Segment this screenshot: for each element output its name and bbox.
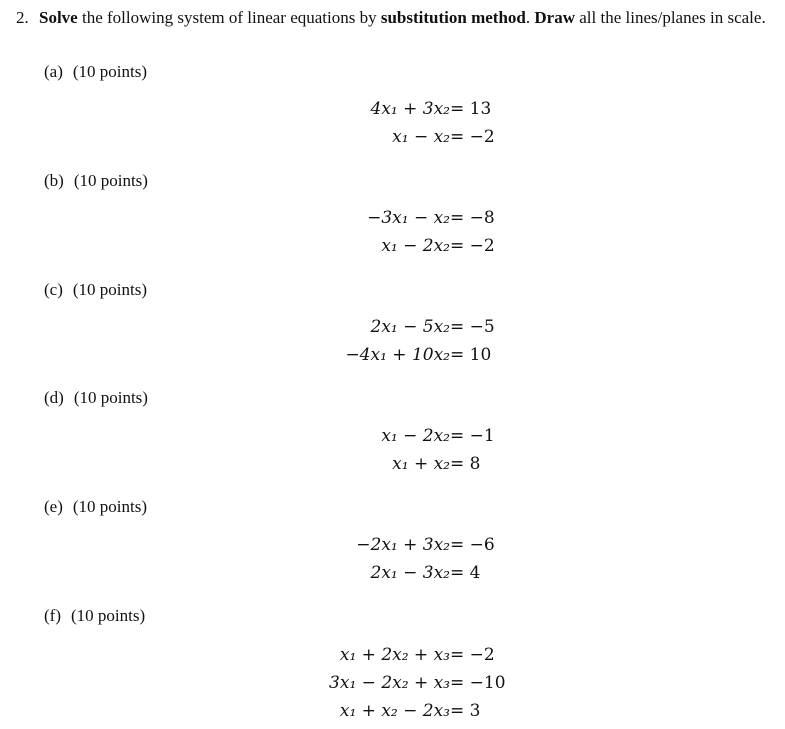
equation-lhs: 3x₁ − 2x₂ + x₃ [329, 673, 450, 693]
part-label-letter: (f) [44, 606, 61, 625]
equation-lhs: 2x₁ − 5x₂ [370, 317, 450, 337]
equation-rhs: = −2 [450, 127, 495, 147]
equation-row [250, 531, 550, 559]
part-points: (10 points) [70, 606, 146, 625]
equation-system-b [250, 204, 550, 260]
equation-lhs: x₁ + x₂ [392, 454, 450, 474]
equation-rhs: = −2 [450, 645, 495, 665]
part-f-label [44, 605, 145, 627]
equation-lhs: x₁ + 2x₂ + x₃ [339, 645, 450, 665]
draw-keyword: Draw [534, 8, 575, 27]
problem-statement [16, 6, 778, 30]
equation-row [250, 559, 550, 587]
part-label-letter: (c) [44, 280, 63, 299]
equation-row [250, 204, 550, 232]
equation-rhs: = 3 [450, 701, 481, 721]
part-label-letter: (a) [44, 62, 63, 81]
equation-row [250, 697, 550, 725]
equation-row [250, 313, 550, 341]
equation-rhs: = 8 [450, 454, 481, 474]
equation-row [250, 450, 550, 478]
part-points: (10 points) [73, 171, 148, 190]
equation-row [250, 341, 550, 369]
part-points: (10 points) [72, 280, 148, 299]
equation-system-f [250, 641, 550, 725]
equation-rhs: = 4 [450, 563, 481, 583]
part-d-label [44, 387, 148, 409]
method-keyword: substitution method [380, 8, 526, 27]
equation-rhs: = −10 [450, 673, 506, 693]
equation-rhs: = −5 [450, 317, 495, 337]
equation-lhs: −2x₁ + 3x₂ [356, 535, 450, 555]
equation-rhs: = −8 [450, 208, 495, 228]
equation-lhs: x₁ + x₂ − 2x₃ [339, 701, 450, 721]
equation-row [250, 422, 550, 450]
equation-row [250, 123, 550, 151]
equation-lhs: 2x₁ − 3x₂ [370, 563, 450, 583]
problem-number: 2. [16, 8, 29, 27]
equation-rhs: = 13 [450, 99, 492, 119]
equation-lhs: −3x₁ − x₂ [367, 208, 450, 228]
part-b-label [44, 170, 148, 192]
part-c-label [44, 279, 147, 301]
part-points: (10 points) [73, 388, 148, 407]
part-points: (10 points) [72, 62, 148, 81]
equation-rhs: = −1 [450, 426, 495, 446]
equation-lhs: x₁ − 2x₂ [381, 236, 450, 256]
equation-row [250, 669, 550, 697]
part-label-letter: (d) [44, 388, 64, 407]
part-label-letter: (b) [44, 171, 64, 190]
equation-row [250, 641, 550, 669]
equation-rhs: = −6 [450, 535, 495, 555]
equation-system-e [250, 531, 550, 587]
equation-row [250, 232, 550, 260]
solve-keyword: Solve [39, 8, 78, 27]
equation-rhs: = −2 [450, 236, 495, 256]
part-e-label [44, 496, 147, 518]
part-a-label [44, 61, 147, 83]
equation-lhs: x₁ − x₂ [392, 127, 450, 147]
equation-system-a [250, 95, 550, 151]
equation-row [250, 95, 550, 123]
equation-lhs: −4x₁ + 10x₂ [345, 345, 450, 365]
equation-rhs: = 10 [450, 345, 492, 365]
part-points: (10 points) [72, 497, 148, 516]
equation-system-d [250, 422, 550, 478]
problem-text-2: . [525, 8, 535, 27]
equation-lhs: x₁ − 2x₂ [381, 426, 450, 446]
part-label-letter: (e) [44, 497, 63, 516]
problem-text-1: the following system of linear equations by [77, 8, 381, 27]
equation-system-c [250, 313, 550, 369]
problem-text-3: all the lines/planes in scale. [574, 8, 766, 27]
equation-lhs: 4x₁ + 3x₂ [370, 99, 450, 119]
